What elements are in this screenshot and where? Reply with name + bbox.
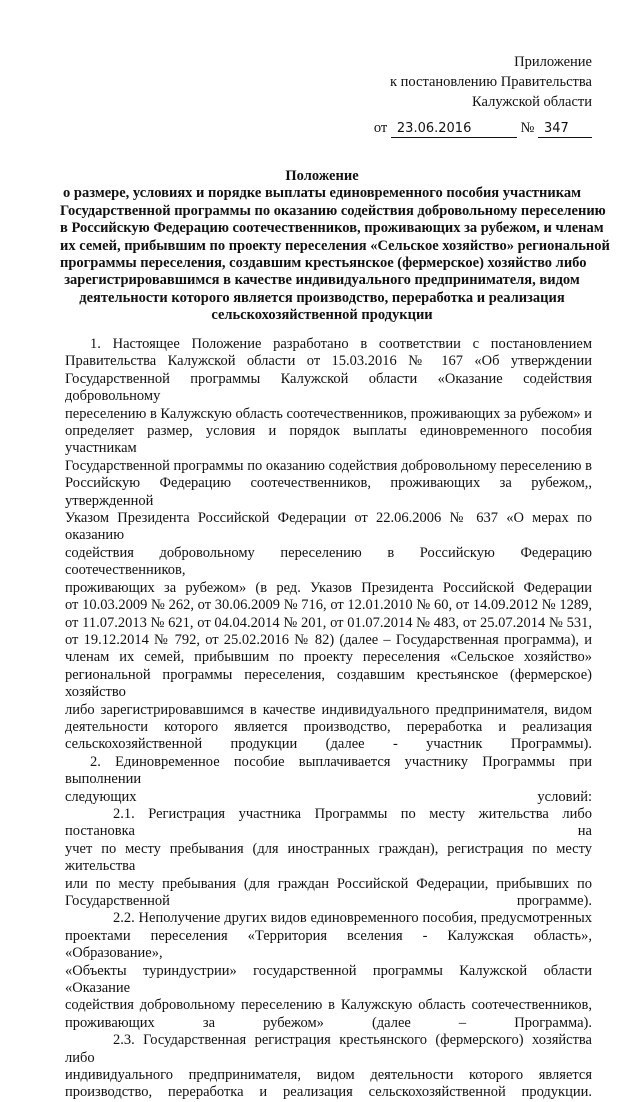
title-line: Государственной программы по оказанию содействия добровольному переселению (60, 202, 606, 219)
appendix-line-3: Калужской области (472, 94, 592, 110)
text-line: 2. Единовременное пособие выплачивается участнику Программы при выполнении (65, 753, 592, 788)
text-line: или по месту пребывания (для граждан Российской Федерации, прибывших по (65, 875, 592, 892)
title-line: сельскохозяйственной продукции (211, 307, 433, 324)
text-line: содействия добровольному переселению в Калужскую область соотечественников, (65, 997, 592, 1014)
text-line: региональной программы переселения, создавшим крестьянское (фермерское) хозяйство (65, 666, 592, 701)
text-line: 2.3. Государственная регистрация крестьянского (фермерского) хозяйства либо (65, 1032, 592, 1066)
text-line: «Объекты туриндустрии» государственной программы Калужской области «Оказание (65, 962, 592, 997)
title-line: зарегистрировавшимся в качестве индивидуального предпринимателя, видом (64, 272, 580, 289)
text-line: Государственной программе). (65, 893, 592, 909)
paragraph-2-2 (65, 910, 592, 1032)
text-line: Российскую Федерацию соотечественников, проживающих за рубежом,, утвержденной (65, 475, 592, 509)
title-line: деятельности которого является производство, переработка и реализация (79, 289, 565, 306)
text-line: определяет размер, условия и порядок выплаты единовременного пособия участникам (65, 423, 592, 457)
text-line: от 10.03.2009 № 262, от 30.06.2009 № 716, от 12.01.2010 № 60, от 14.09.2012 № 1289, (65, 597, 592, 614)
text-line: содействия добровольному переселению в Российскую Федерацию соотечественников, (65, 544, 592, 579)
text-line: 2.1. Регистрация участника Программы по месту жительства либо постановка на (65, 805, 592, 840)
appendix-line-1: Приложение (514, 54, 592, 70)
title-line: в Российскую Федерацию соотечественников, проживающих за рубежом, и членам (60, 220, 604, 237)
paragraph-1 (65, 336, 592, 754)
paragraph-2-1 (65, 806, 592, 910)
text-line: Государственной программы Калужской области «Оказание содействия добровольному (65, 370, 592, 405)
title-line: программы переселения, создавшим крестьянское (фермерское) хозяйство либо (60, 255, 587, 272)
title-line: их семей, прибывшим по проекту переселения «Сельское хозяйство» региональной (60, 237, 610, 254)
paragraph-2-3 (65, 1032, 592, 1102)
text-line: 1. Настоящее Положение разработано в соответствии с постановлением (90, 336, 592, 352)
title-line: о размере, условиях и порядке выплаты единовременного пособия участникам (63, 185, 581, 202)
text-line: производство, переработка и реализация сельскохозяйственной продукции. (65, 1084, 592, 1101)
document-body (65, 336, 592, 1102)
decree-date: 23.06.2016 (391, 121, 517, 138)
text-line: переселению в Калужскую область соотечественников, проживающих за рубежом» и (65, 405, 592, 422)
document-title (60, 168, 610, 325)
title-subtitle (60, 185, 610, 324)
text-line: проживающих за рубежом» (в ред. Указов Президента Российской Федерации (65, 579, 592, 596)
decree-reference (374, 118, 592, 138)
text-line: Государственной программы по оказанию содействия добровольному переселению в (65, 457, 592, 474)
text-line: проживающих за рубежом» (далее – Программа). (65, 1014, 592, 1031)
text-line: от 11.07.2013 № 621, от 04.04.2014 № 201, от 01.07.2014 № 483, от 25.07.2014 № 531, (65, 614, 592, 631)
paragraph-2 (65, 754, 592, 806)
appendix-line-2: к постановлению Правительства (390, 74, 592, 90)
text-line: 2.2. Неполучение других видов единовременного пособия, предусмотренных (113, 910, 592, 927)
text-line: деятельности которого является производство, переработка и реализация (65, 718, 592, 735)
decree-number: 347 (538, 121, 592, 138)
title-heading: Положение (285, 168, 359, 184)
text-line: следующих условий: (65, 788, 592, 805)
text-line: либо зарегистрировавшимся в качестве индивидуального предпринимателя, видом (65, 701, 592, 718)
text-line: учет по месту пребывания (для иностранных граждан), регистрация по месту жительства (65, 840, 592, 875)
text-line: Указом Президента Российской Федерации от 22.06.2006 № 637 «О мерах по оказанию (65, 510, 592, 544)
text-line: проектами переселения «Территория вселения - Калужская область», «Образование», (65, 927, 592, 962)
text-line: членам их семей, прибывшим по проекту переселения «Сельское хозяйство» (65, 649, 592, 666)
text-line: от 19.12.2014 № 792, от 25.02.2016 № 82) (далее – Государственная программа), и (65, 631, 592, 648)
decree-number-label: № (520, 120, 535, 136)
text-line: индивидуального предпринимателя, видом деятельности которого является (65, 1067, 592, 1084)
text-line: сельскохозяйственной продукции (далее - участник Программы). (65, 736, 592, 753)
appendix-header (390, 52, 592, 112)
decree-from-label: от (373, 120, 388, 136)
text-line: Правительства Калужской области от 15.03.2016 № 167 «Об утверждении (65, 353, 592, 370)
